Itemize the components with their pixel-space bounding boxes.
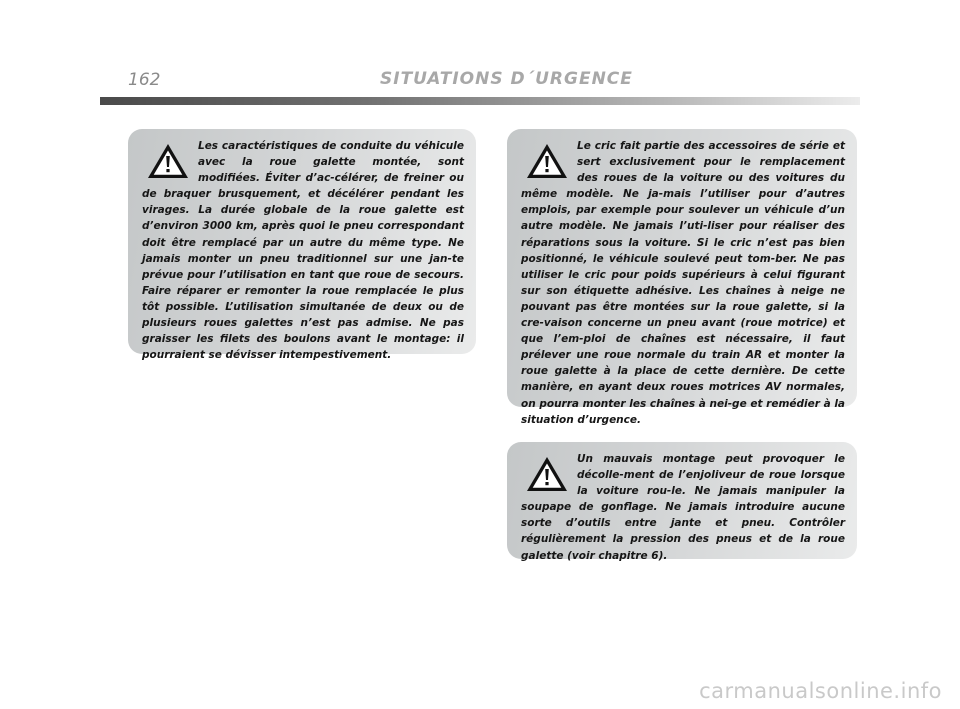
warning-triangle-icon bbox=[525, 142, 569, 180]
section-title: SITUATIONS D´URGENCE bbox=[380, 69, 633, 89]
watermark: carmanualsonline.info bbox=[699, 679, 942, 703]
page-number: 162 bbox=[128, 70, 161, 90]
warning-box-jack bbox=[507, 129, 857, 426]
warning-box-hubcap bbox=[507, 442, 857, 562]
warning-triangle-icon bbox=[525, 455, 569, 493]
warning-text: Les caractéristiques de conduite du véhicule avec la roue galette montée, sont modifiées. Éviter d’ac-célérer, de freiner ou de braquer brusquement, et décélérer pendant les virages. La durée globale de la roue galette est d’environ 3000 km, après quoi le pneu correspondant doit être remplacé par un autre du même type. Ne jamais monter un pneu traditionnel sur une jan-te prévue pour l’utilisation en tant que roue de secours. Faire réparer er remonter la roue remplacée le plus tôt possible. L’utilisation simultanée de deux ou de plusieurs roues galettes n’est pas admise. Ne pas graisser les filets des boulons avant le montage: il pourraient se dévisser intempestivement. bbox=[142, 140, 464, 362]
warning-triangle-icon bbox=[146, 142, 190, 180]
warning-text: Le cric fait partie des accessoires de série et sert exclusivement pour le remplacement des roues de la voiture ou des voitures du même modèle. Ne ja-mais l’utiliser pour d’autres emplois, par exemple pour soulever un véhicule d’un autre modèle. Ne jamais l’uti-liser pour réaliser des réparations sous la voiture. Si le cric n’est pas bien positionné, le véhicule soulevé peut tom-ber. Ne pas utiliser le cric pour poids supérieurs à celui figurant sur son étiquette adhésive. Les chaînes à neige ne pouvant pas être montées sur la roue galette, si la cre-vaison concerne un pneu avant (roue motrice) et que l’em-ploi de chaînes est nécessaire, il faut prélever une roue normale du train AR et monter la roue galette à la place de cette dernière. De cette manière, en ayant deux roues motrices AV normales, on pourra monter les chaînes à nei-ge et remédier à la situation d’urgence. bbox=[521, 140, 846, 426]
header-rule bbox=[100, 97, 860, 105]
warning-text: Un mauvais montage peut provoquer le décolle-ment de l’enjoliveur de roue lorsque la voiture rou-le. Ne jamais manipuler la soupape de gonflage. Ne jamais introduire aucune sorte d’outils entre jante et pneu. Contrôler régulièrement la pression des pneus et de la roue galette (voir chapitre 6). bbox=[521, 453, 845, 562]
warning-box-spare-wheel bbox=[128, 129, 476, 362]
